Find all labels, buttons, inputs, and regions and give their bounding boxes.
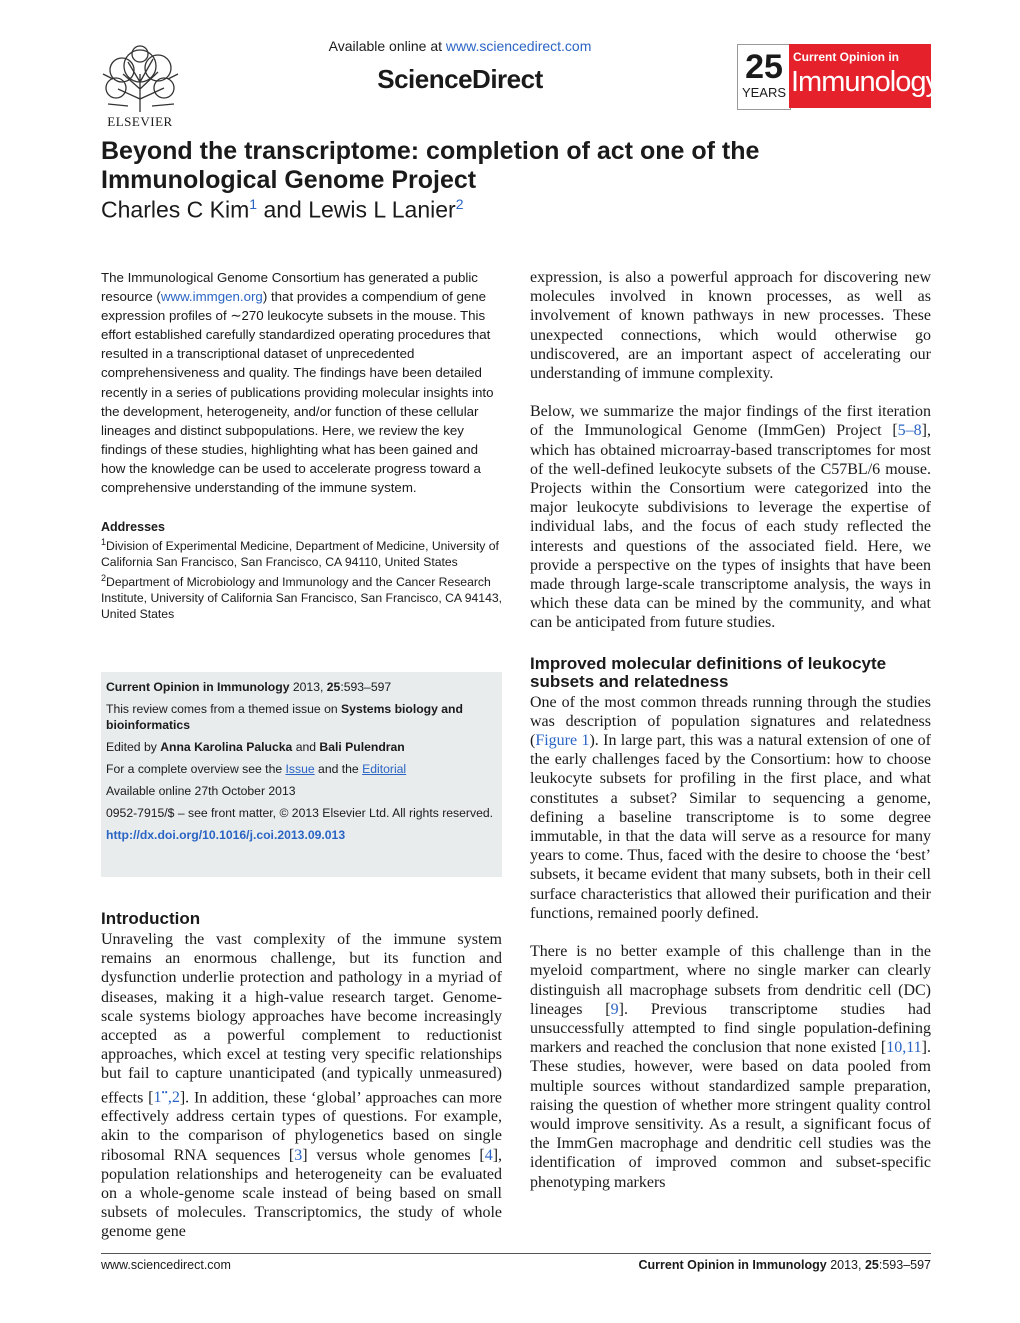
- introduction-section: [101, 910, 502, 1242]
- author-1-affil[interactable]: 1: [249, 196, 258, 212]
- address-2: $^2$Department of Microbiology and Immunology and the Cancer Research Institute, University of California San Francisco, San Francisco, CA 94143, United States: [101, 573, 503, 622]
- themed-issue: This review comes from a themed issue on Systems biology and bioinformatics: [106, 702, 463, 732]
- journal-badge: [737, 44, 939, 108]
- badge-number: 25: [745, 48, 783, 86]
- badge-red-panel: [789, 44, 939, 108]
- section-heading-leukocyte: Improved molecular definitions of leukocyte subsets and relatedness: [530, 653, 887, 691]
- paragraph-myeloid: There is no better example of this challenge than in the myeloid compartment, where no single marker can clearly distinguish all macrophage subsets from dendritic cell (DC) lineages [9]. Previous transcriptome studies had unsuccessfully attempted to find single population-defining markers and reached the conclusion that none existed [10,11]. These studies, however, were based on data pooled from multiple sources without standardized sample preparation, raising the question of whether more stringent quality control would improve sensitivity. As a result, a significant focus of the ImmGen macrophage and dendritic cell studies was the identification of improved common and subset-specific phenotyping markers: [530, 943, 932, 1191]
- editorial-link[interactable]: Editorial: [362, 762, 407, 776]
- footer-url[interactable]: www.sciencedirect.com: [101, 1258, 231, 1272]
- figure-1-link[interactable]: Figure 1: [535, 732, 590, 750]
- paragraph-transcriptomics: expression, is also a powerful approach for discovering new molecules involved in known processes, as well as involvement of known pathways in new processes. These unexpected connections, which would otherwise go undiscovered, are an important aspect of accelerating our understanding of immune complexity.: [530, 269, 931, 383]
- citation-1[interactable]: 1••,2: [153, 1087, 180, 1106]
- immgen-link[interactable]: www.immgen.org: [160, 289, 263, 305]
- available-date: Available online 27th October 2013: [106, 784, 296, 798]
- sciencedirect-brand: ScienceDirect: [377, 64, 543, 94]
- overview-line: For a complete overview see the Issue and the Editorial: [106, 762, 407, 776]
- addresses-heading: Addresses: [101, 520, 165, 534]
- article-title: Beyond the transcriptome: completion of act one of the Immunological Genome Project: [101, 137, 760, 194]
- citation-line: Current Opinion in Immunology 2013, 25:593–597: [106, 680, 392, 694]
- right-column: [530, 268, 931, 1192]
- abstract: The Immunological Genome Consortium has generated a public resource (www.immgen.org) that provides a compendium of gene expression profiles of ∼270 leukocyte subsets in the mouse. This effort established carefully standardized operating procedures that resulted in a transcriptional dataset of unprecedented comprehensiveness and quality. The findings have been detailed recently in a series of publications providing molecular insights into the development, heterogeneity, and/or function of these cellular lineages and distinct subpopulations. Here, we review the key findings of these studies, highlighting what has been gained and how the knowledge can be used to accelerate progress toward a comprehensive understanding of the immune system.: [101, 270, 494, 496]
- elsevier-logo: [98, 44, 182, 128]
- doi-link[interactable]: http://dx.doi.org/10.1016/j.coi.2013.09.013: [106, 828, 346, 842]
- citation-4[interactable]: 4: [484, 1146, 493, 1164]
- footer-divider: [101, 1253, 931, 1254]
- introduction-text: Unraveling the vast complexity of the immune system remains an enormous challenge, but its function and dysfunction underlie protection and pathology in a myriad of diseases, making it a high-value research target. Genome-scale systems biology approaches have become increasingly accepted as a powerful complement to reductionist approaches, which excel at testing very specific relationships but fail to capture unanticipated (and typically unmeasured) effects [1••,2]. In addition, these ‘global’ approaches can more effectively address certain types of questions. For example, akin to the comparison of phylogenetics based on single ribosomal RNA sequences [3] versus whole genomes [4], population relationships and heterogeneity can be evaluated on a whole-genome scale instead of being based on small subsets of molecules. Transcriptomics, the study of whole genome gene: [101, 931, 503, 1241]
- paragraph-signatures: One of the most common threads running through the studies was description of population signatures and relatedness (Figure 1). In large part, this was a natural extension of one of the early challenges faced by the Consortium: how to choose leukocyte subsets for profiling in the first place, and what constitutes a subset? Similar to sequencing a genome, defining a baseline transcriptome is to some degree immutable, in that the data will serve as a resource for many years to come. Thus, faced with the desire to choose the ‘best’ subsets, it became evident that many subsets, both in their cell surface characteristics that allowed their purification and their functions, remained poorly defined.: [530, 693, 931, 922]
- publisher-name: ELSEVIER: [107, 114, 173, 129]
- footer-citation: Current Opinion in Immunology 2013, 25:593–597: [638, 1258, 931, 1272]
- introduction-heading: Introduction: [101, 909, 201, 928]
- elsevier-tree-icon: [98, 44, 182, 114]
- badge-line1: Current Opinion in: [793, 50, 899, 64]
- available-online: Available online at www.sciencedirect.com: [328, 38, 592, 54]
- author-2-affil[interactable]: 2: [455, 196, 464, 212]
- badge-line2: Immunology: [791, 66, 939, 98]
- paragraph-summary: Below, we summarize the major findings of the first iteration of the Immunological Genome (ImmGen) Project [5–8], which has obtained microarray-based transcriptomes for most of the well-defined leukocyte subsets of the C57BL/6 mouse. Projects within the Consortium were categorized into the major leukocyte subdivisions to leverage the expertise of individual labs, and the focus of each study reflected the interests and questions of the associated field. Here, we provide a perspective on the types of insights that have been made through large-scale transcriptome analysis, the ways in which these data can be mined by the community, and what can be anticipated from future studies.: [530, 403, 931, 632]
- issue-link[interactable]: Issue: [285, 762, 315, 776]
- authors: [101, 196, 463, 224]
- badge-years: YEARS: [741, 85, 787, 100]
- sciencedirect-link[interactable]: www.sciencedirect.com: [445, 38, 592, 54]
- citation-5-8[interactable]: 5–8: [897, 422, 922, 440]
- article-info-box: [101, 672, 502, 877]
- author-2: and Lewis L Lanier: [263, 196, 456, 223]
- issn-line: 0952-7915/$ – see front matter, © 2013 Elsevier Ltd. All rights reserved.: [106, 806, 494, 820]
- citation-10-11[interactable]: 10,11: [886, 1039, 922, 1057]
- citation-3[interactable]: 3: [294, 1146, 303, 1164]
- address-1: $^1$Division of Experimental Medicine, Department of Medicine, University of California San Francisco, San Francisco, CA 94110, United States: [101, 537, 499, 570]
- addresses: [101, 520, 502, 622]
- edited-by: Edited by Anna Karolina Palucka and Bali Pulendran: [106, 740, 405, 754]
- author-1: Charles C Kim: [101, 196, 250, 223]
- citation-9[interactable]: 9: [610, 1000, 619, 1018]
